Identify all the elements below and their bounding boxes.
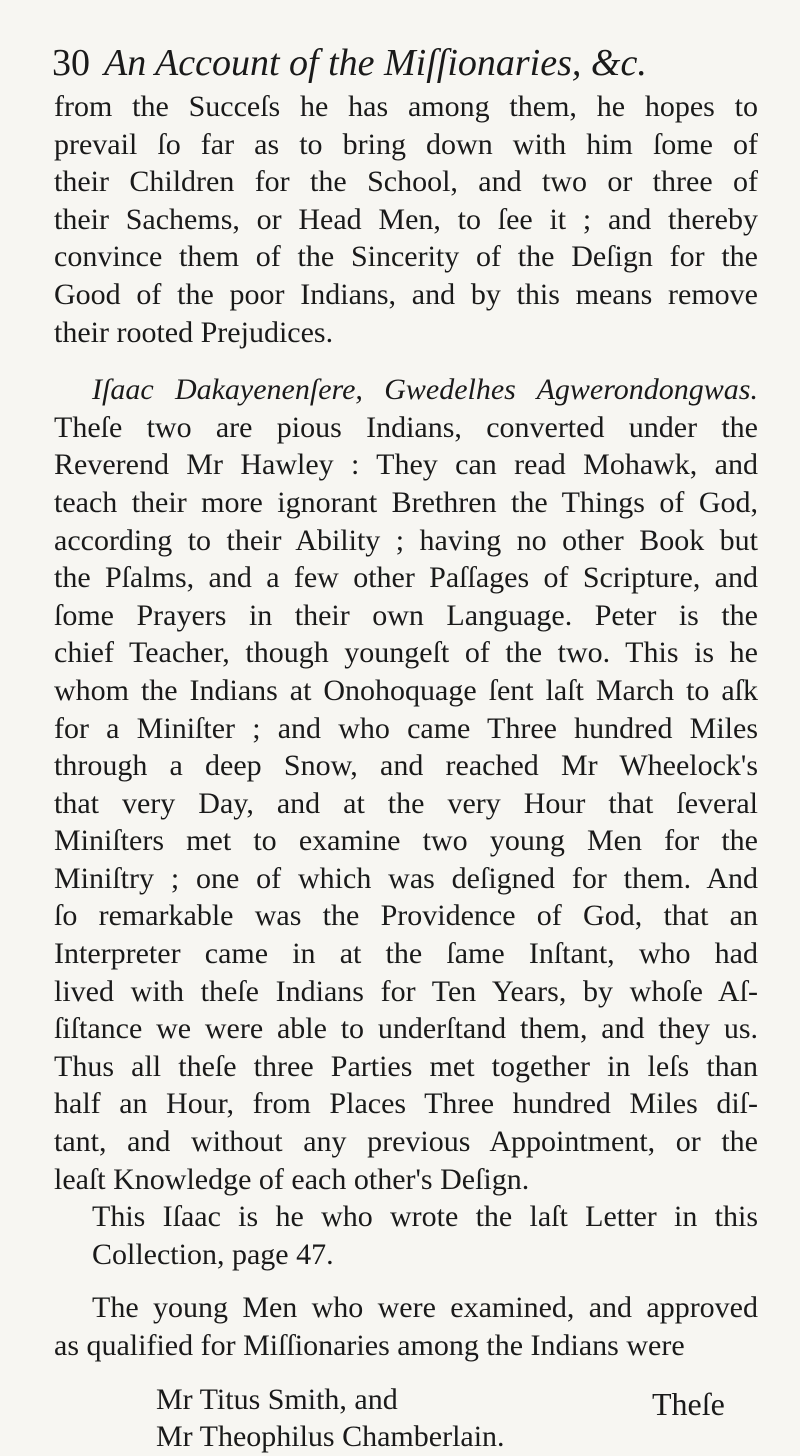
text-line: The young Men who were examined, and approved xyxy=(92,1291,758,1325)
text-line: lived with theſe Indians for Ten Years, by whoſe Aſ- xyxy=(54,974,758,1008)
text-line: their Sachems, or Head Men, to ſee it ; and thereby xyxy=(54,202,758,236)
text-line: Interpreter came in at the ſame Inſtant, who had xyxy=(54,937,758,971)
text-line: prevail ſo far as to bring down with him ſome of xyxy=(54,127,758,161)
spacer xyxy=(54,1273,758,1289)
text-line: half an Hour, from Places Three hundred Miles diſ- xyxy=(54,1087,758,1121)
running-title: An Account of the Miſſionaries, &c. xyxy=(104,42,647,84)
text-line: according to their Ability ; having no other Book but xyxy=(54,523,758,557)
text-line: This Iſaac is he who wrote the laſt Letter in this xyxy=(92,1200,758,1234)
paragraph-3 xyxy=(54,1198,758,1273)
text-line: Reverend Mr Hawley : They can read Mohawk, and xyxy=(54,448,758,482)
text-line: their Children for the School, and two or three of xyxy=(54,165,758,199)
name-entry: Mr Titus Smith, and xyxy=(156,1382,398,1416)
names-heading: Iſaac Dakayenenſere, Gwedelhes Agwerondongwas. xyxy=(92,373,758,407)
page-body xyxy=(54,88,758,1456)
text-line: Thus all theſe three Parties met together in leſs than xyxy=(54,1049,758,1083)
text-line: ſome Prayers in their own Language. Peter is the xyxy=(54,598,758,632)
text-line: teach their more ignorant Brethren the Things of God, xyxy=(54,485,758,519)
text-line: leaſt Knowledge of each other's Deſign. xyxy=(54,1162,530,1196)
text-line: the Pſalms, and a few other Paſſages of Scripture, and xyxy=(54,561,758,595)
text-line: Collection, page 47. xyxy=(92,1237,334,1271)
name-entry: Mr Theophilus Chamberlain. xyxy=(156,1420,505,1454)
names-heading-line xyxy=(54,371,758,409)
catchword: Theſe xyxy=(652,1386,725,1422)
text-line: Miniſters met to examine two young Men for the xyxy=(54,824,758,858)
text-line: for a Miniſter ; and who came Three hundred Miles xyxy=(54,711,758,745)
page-number: 30 xyxy=(52,42,90,84)
text-line: through a deep Snow, and reached Mr Wheelock's xyxy=(54,749,758,783)
paragraph-2 xyxy=(54,371,758,1198)
page-header xyxy=(52,40,752,86)
spacer xyxy=(54,351,758,371)
text-line: Good of the poor Indians, and by this means remove xyxy=(54,277,758,311)
text-line: ſiſtance we were able to underſtand them, and they us. xyxy=(54,1012,758,1046)
text-line: ſo remarkable was the Providence of God, that an xyxy=(54,899,758,933)
text-line: convince them of the Sincerity of the Deſign for the xyxy=(54,240,758,274)
text-line: their rooted Prejudices. xyxy=(54,315,334,349)
text-line: tant, and without any previous Appointment, or the xyxy=(54,1125,758,1159)
text-line: whom the Indians at Onohoquage ſent laſt March to aſk xyxy=(54,673,758,707)
text-line: that very Day, and at the very Hour that ſeveral xyxy=(54,786,758,820)
paragraph-1 xyxy=(54,88,758,351)
text-line: as qualified for Miſſionaries among the Indians were xyxy=(54,1329,685,1362)
text-line: chief Teacher, though youngeſt of the two. This is he xyxy=(54,636,758,670)
text-line: Miniſtry ; one of which was deſigned for them. And xyxy=(54,861,758,895)
text-line: Theſe two are pious Indians, converted under the xyxy=(54,410,758,444)
spacer xyxy=(54,1365,758,1381)
paragraph-4 xyxy=(54,1289,758,1364)
text-line: from the Succeſs he has among them, he hopes to xyxy=(54,90,758,123)
